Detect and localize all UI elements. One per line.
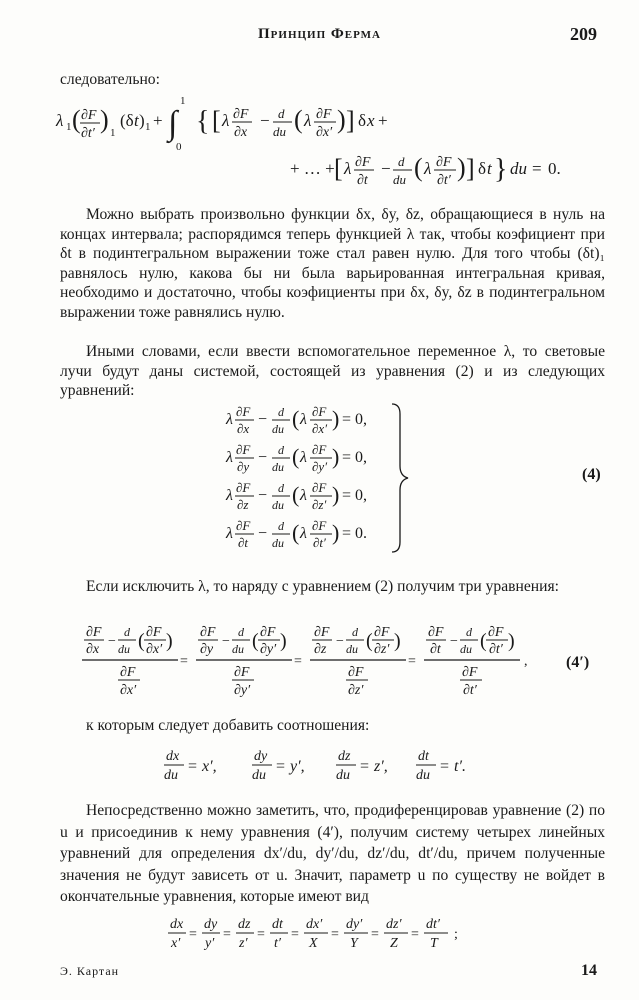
svg-text:∂y′: ∂y′ <box>260 642 277 657</box>
svg-text:=: = <box>440 758 450 775</box>
svg-text:du: du <box>272 422 284 436</box>
svg-text:=: = <box>257 927 265 942</box>
svg-text:∂t′: ∂t′ <box>463 683 477 698</box>
svg-text:∂t: ∂t <box>238 535 249 550</box>
svg-text:∫: ∫ <box>168 105 178 142</box>
svg-text:∂y′: ∂y′ <box>312 459 328 474</box>
footer-signature: 14 <box>581 962 597 979</box>
svg-text:t: t <box>134 111 139 130</box>
svg-text:∂F: ∂F <box>374 625 390 640</box>
svg-text:1: 1 <box>110 127 116 139</box>
svg-text:du: du <box>336 768 350 783</box>
svg-text:(: ( <box>72 105 81 134</box>
svg-text:d: d <box>398 154 405 169</box>
svg-text:−: − <box>258 411 268 428</box>
svg-text:= 0,: = 0, <box>342 411 368 428</box>
svg-text:): ) <box>332 520 340 545</box>
svg-text:dy: dy <box>204 917 218 932</box>
svg-text:∂F: ∂F <box>488 625 504 640</box>
svg-text:dz′: dz′ <box>386 917 402 932</box>
svg-text:(: ( <box>292 406 300 431</box>
svg-text:∂x′: ∂x′ <box>312 421 328 436</box>
svg-text:λ: λ <box>226 411 233 428</box>
svg-text:t′: t′ <box>274 936 281 951</box>
svg-text:du: du <box>460 642 472 656</box>
svg-text:∂F: ∂F <box>120 665 136 680</box>
equation-relations <box>160 746 490 788</box>
svg-text:(: ( <box>292 520 300 545</box>
svg-text:): ) <box>332 406 340 431</box>
svg-text:;: ; <box>454 927 458 942</box>
svg-text:=: = <box>408 654 416 669</box>
svg-text:dz: dz <box>338 749 351 764</box>
svg-text:(: ( <box>138 630 145 652</box>
svg-text:(: ( <box>292 444 300 469</box>
svg-text:): ) <box>166 630 173 652</box>
svg-text:d: d <box>278 519 284 533</box>
svg-text:): ) <box>332 482 340 507</box>
svg-text:y′: y′ <box>205 936 215 951</box>
svg-text:∂x′: ∂x′ <box>120 683 137 698</box>
svg-text:∂y′: ∂y′ <box>234 683 251 698</box>
svg-text:=: = <box>180 654 188 669</box>
svg-text:∂F: ∂F <box>348 665 364 680</box>
svg-text:du: du <box>416 768 430 783</box>
svg-text:λ: λ <box>56 111 64 130</box>
svg-text:dx′: dx′ <box>306 917 323 932</box>
svg-text:∂F: ∂F <box>200 625 216 640</box>
svg-text:∂x: ∂x <box>234 125 248 140</box>
svg-text:∂F: ∂F <box>436 155 452 170</box>
svg-text:∂x′: ∂x′ <box>146 642 163 657</box>
svg-text:=: = <box>360 758 370 775</box>
svg-text:du: du <box>118 642 130 656</box>
svg-text:λ: λ <box>226 525 233 542</box>
svg-text:du: du <box>252 768 266 783</box>
svg-text:∂x: ∂x <box>86 642 100 657</box>
svg-text:): ) <box>337 105 346 134</box>
svg-text:∂t′: ∂t′ <box>489 642 503 657</box>
svg-text:∂z: ∂z <box>237 497 249 512</box>
svg-text:): ) <box>139 111 145 130</box>
svg-text:∂y: ∂y <box>237 459 250 474</box>
svg-text:= 0,: = 0, <box>342 487 368 504</box>
svg-text:∂F: ∂F <box>355 155 371 170</box>
svg-text:[: [ <box>212 106 221 135</box>
svg-text:): ) <box>394 630 401 652</box>
svg-text:∂t: ∂t <box>430 642 441 657</box>
svg-text:}: } <box>494 154 508 185</box>
svg-text:λ: λ <box>304 111 312 130</box>
svg-text:du: du <box>393 172 406 187</box>
svg-text:λ: λ <box>300 525 307 542</box>
svg-text:λ: λ <box>424 159 432 178</box>
svg-text:−: − <box>258 525 268 542</box>
svg-text:−: − <box>258 449 268 466</box>
svg-text:d: d <box>278 106 285 121</box>
paragraph-add-relations: к которым следует добавить соотношения: <box>86 717 370 734</box>
svg-text:): ) <box>457 153 466 182</box>
svg-text:∂F: ∂F <box>260 625 276 640</box>
svg-text:z′: z′ <box>239 936 248 951</box>
svg-text:+ … +: + … + <box>290 159 335 178</box>
svg-text:[: [ <box>334 154 343 183</box>
svg-text:x: x <box>367 111 375 130</box>
svg-text:(: ( <box>414 153 423 182</box>
svg-text:= 0.: = 0. <box>342 525 368 542</box>
svg-text:=: = <box>411 927 419 942</box>
running-title: Принцип Ферма <box>258 26 381 42</box>
equation-label-4: (4) <box>582 466 601 483</box>
svg-text:λ: λ <box>226 487 233 504</box>
svg-text:∂F: ∂F <box>312 518 327 533</box>
svg-text:x′: x′ <box>171 936 181 951</box>
svg-text:x′,: x′, <box>202 758 217 775</box>
svg-text:t′.: t′. <box>454 758 466 775</box>
svg-text:∂F: ∂F <box>86 625 102 640</box>
svg-text:−: − <box>336 634 344 649</box>
svg-text:d: d <box>278 443 284 457</box>
svg-text:=: = <box>276 758 286 775</box>
svg-text:∂F: ∂F <box>236 518 251 533</box>
svg-text:(: ( <box>366 630 373 652</box>
svg-text:∂F: ∂F <box>233 107 249 122</box>
svg-text:+: + <box>153 111 163 130</box>
svg-text:∂z: ∂z <box>314 642 327 657</box>
svg-text:−: − <box>222 634 230 649</box>
equation-variation <box>50 92 620 192</box>
svg-text:du: du <box>346 642 358 656</box>
svg-text:λ: λ <box>300 411 307 428</box>
svg-text:0: 0 <box>176 141 182 153</box>
svg-text:−: − <box>450 634 458 649</box>
svg-text:z′,: z′, <box>374 758 388 775</box>
page-number: 209 <box>570 24 597 44</box>
svg-text:∂z′: ∂z′ <box>374 642 390 657</box>
svg-text:d: d <box>278 481 284 495</box>
svg-text:∂F: ∂F <box>312 480 327 495</box>
svg-text:(δ: (δ <box>120 111 134 130</box>
svg-text:): ) <box>332 444 340 469</box>
svg-text:=: = <box>189 927 197 942</box>
paragraph-differentiate: Непосредственно можно заметить, что, продиференцировав уравнение (2) по u и присоединив к нему уравнения (4′), получим систему четырех линейных уравнений для определения dx′/du, dy′/du, dz′/du, dt′/du, причем полученные значения не будут зависеть от u. Значит, параметр u по существу не войдет в окончательные уравнения, которые имеют вид <box>60 802 605 906</box>
svg-text:λ: λ <box>222 111 230 130</box>
svg-text:∂F: ∂F <box>236 404 251 419</box>
svg-text:dz: dz <box>238 917 251 932</box>
svg-text:1: 1 <box>180 95 186 107</box>
svg-text:∂F: ∂F <box>234 665 250 680</box>
svg-text:δ: δ <box>478 159 487 178</box>
svg-text:X: X <box>309 936 318 951</box>
svg-text:=: = <box>294 654 302 669</box>
svg-text:,: , <box>524 654 528 669</box>
svg-text:∂F: ∂F <box>428 625 444 640</box>
svg-text:(: ( <box>292 482 300 507</box>
svg-text:1: 1 <box>145 121 151 133</box>
svg-text:dx: dx <box>166 749 180 764</box>
svg-text:−: − <box>258 487 268 504</box>
svg-text:∂t′: ∂t′ <box>81 126 95 141</box>
svg-text:]: ] <box>466 154 475 183</box>
svg-text:∂y: ∂y <box>200 642 214 657</box>
svg-text:(: ( <box>480 630 487 652</box>
svg-text:du: du <box>232 642 244 656</box>
svg-text:{: { <box>196 106 210 137</box>
svg-text:∂t′: ∂t′ <box>313 535 326 550</box>
svg-text:d: d <box>238 625 244 639</box>
svg-text:du: du <box>510 159 527 178</box>
svg-text:=: = <box>532 159 542 178</box>
svg-text:du: du <box>272 498 284 512</box>
svg-text:=: = <box>331 927 339 942</box>
svg-text:=: = <box>371 927 379 942</box>
svg-text:δ: δ <box>358 111 367 130</box>
svg-text:Y: Y <box>350 936 358 951</box>
footer-author: Э. Картан <box>60 964 120 978</box>
svg-text:dt: dt <box>272 917 283 932</box>
svg-text:): ) <box>280 630 287 652</box>
equation-system-4 <box>222 400 422 560</box>
svg-text:∂z′: ∂z′ <box>348 683 364 698</box>
svg-text:∂x′: ∂x′ <box>316 125 333 140</box>
svg-text:−: − <box>108 634 116 649</box>
svg-text:dy′: dy′ <box>346 917 363 932</box>
svg-text:=: = <box>188 758 198 775</box>
svg-text:∂F: ∂F <box>314 625 330 640</box>
svg-text:∂F: ∂F <box>146 625 162 640</box>
svg-text:∂x: ∂x <box>237 421 250 436</box>
svg-text:dy: dy <box>254 749 268 764</box>
paragraph-intro: следовательно: <box>60 71 160 88</box>
equation-4-prime <box>80 622 560 700</box>
svg-text:d: d <box>124 625 130 639</box>
svg-text:dx: dx <box>170 917 184 932</box>
svg-text:t: t <box>487 159 492 178</box>
svg-text:+: + <box>378 111 388 130</box>
svg-text:dt: dt <box>418 749 429 764</box>
svg-text:∂F: ∂F <box>462 665 478 680</box>
svg-text:du: du <box>273 124 286 139</box>
svg-text:): ) <box>100 105 109 134</box>
svg-text:=: = <box>291 927 299 942</box>
paragraph-auxiliary-variable: Иными словами, если ввести вспомогательное переменное λ, то световые лучи будут даны системой, состоящей из уравнения (2) и из следующих уравнений: <box>60 343 605 400</box>
svg-text:λ: λ <box>300 487 307 504</box>
svg-text:(: ( <box>294 105 303 134</box>
svg-text:∂F: ∂F <box>81 108 97 123</box>
svg-text:d: d <box>278 405 284 419</box>
svg-text:du: du <box>272 460 284 474</box>
svg-text:∂z′: ∂z′ <box>312 497 327 512</box>
svg-text:∂F: ∂F <box>312 404 327 419</box>
svg-text:]: ] <box>346 106 355 135</box>
svg-text:∂t′: ∂t′ <box>437 173 451 188</box>
svg-text:∂F: ∂F <box>312 442 327 457</box>
svg-text:0.: 0. <box>548 159 561 178</box>
svg-text:∂F: ∂F <box>316 107 332 122</box>
paragraph-eliminate-lambda: Если исключить λ, то наряду с уравнением (2) получим три уравнения: <box>86 578 559 595</box>
svg-text:∂F: ∂F <box>236 480 251 495</box>
svg-text:(: ( <box>252 630 259 652</box>
equation-final <box>166 914 496 956</box>
svg-text:dt′: dt′ <box>426 917 440 932</box>
svg-text:T: T <box>430 936 438 951</box>
svg-text:du: du <box>164 768 178 783</box>
svg-text:λ: λ <box>300 449 307 466</box>
svg-text:∂F: ∂F <box>236 442 251 457</box>
svg-text:d: d <box>352 625 358 639</box>
svg-text:du: du <box>272 536 284 550</box>
svg-text:−: − <box>381 159 391 178</box>
equation-label-4-prime: (4′) <box>566 654 590 671</box>
svg-text:1: 1 <box>66 121 72 133</box>
svg-text:λ: λ <box>226 449 233 466</box>
svg-text:y′,: y′, <box>290 758 305 775</box>
svg-text:): ) <box>508 630 515 652</box>
svg-text:= 0,: = 0, <box>342 449 368 466</box>
paragraph-choose-functions: Можно выбрать произвольно функции δx, δy, δz, обращающиеся в нуль на концах интервала; распорядимся теперь функцией λ так, чтобы коэфициент при δt в подинтегральном выражении тоже стал равен нулю. Для того чтобы (δt)₁ равнялось нулю, какова бы ни была варьированная интегральная кривая, необходимо и достаточно, чтобы коэфициенты при δx, δy, δz в подинтегральном выражении тоже равнялись нулю. <box>60 206 605 321</box>
svg-text:d: d <box>466 625 472 639</box>
svg-text:−: − <box>260 111 270 130</box>
svg-text:Z: Z <box>390 936 398 951</box>
svg-text:λ: λ <box>344 159 352 178</box>
svg-text:=: = <box>223 927 231 942</box>
svg-text:∂t: ∂t <box>357 173 368 188</box>
